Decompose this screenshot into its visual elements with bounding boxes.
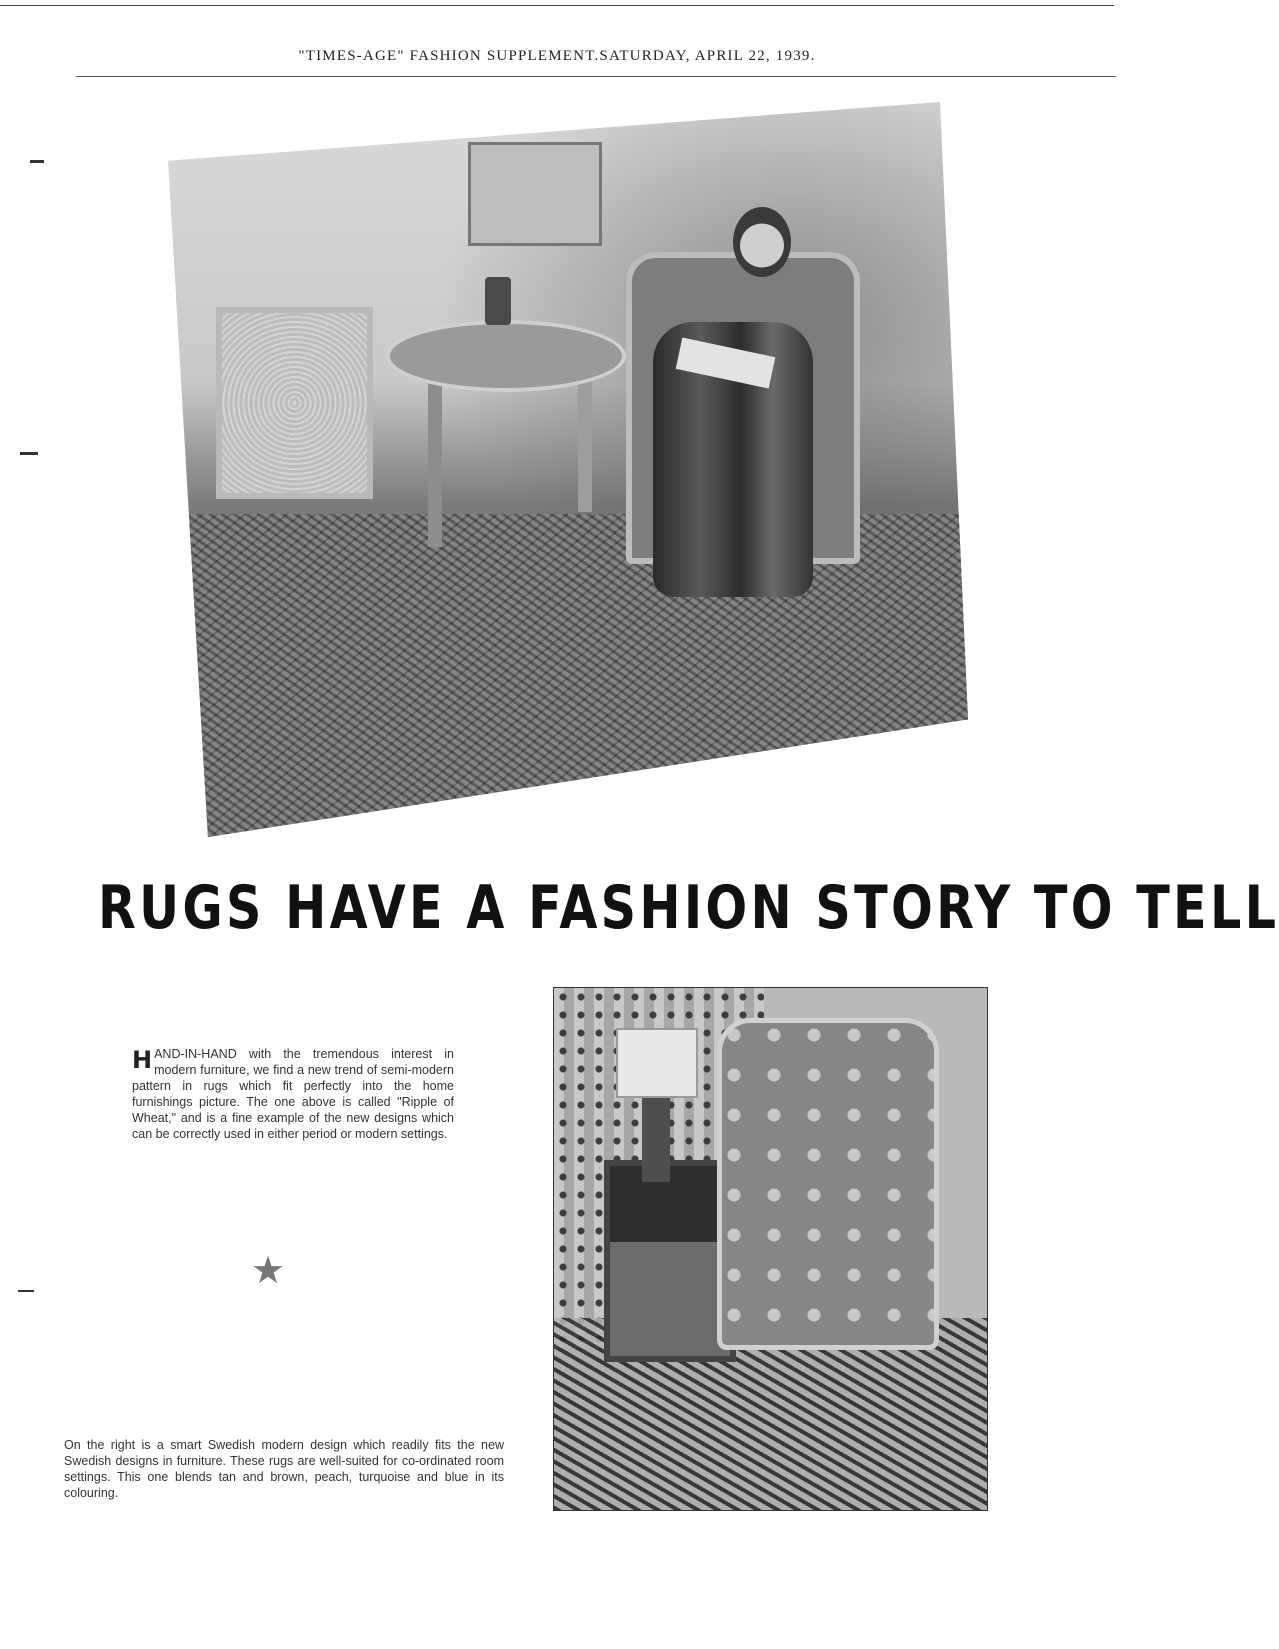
table-leg [428,372,442,547]
round-table [386,320,626,392]
table-leg [578,372,592,512]
framed-picture [468,142,602,246]
lamp-base [642,1094,670,1182]
intro-text: AND-IN-HAND with the tremendous interest in modern furniture, we find a new trend of semi-modern pattern in rugs which fit perfectly into the home furnishings picture. The one above is called "Ripple of Wheat," and is a fine example of the new designs which can be correctly used in either period or modern settings. [132,1047,454,1141]
star-icon: ★ [250,1250,286,1292]
margin-mark [20,452,38,455]
headline: RUGS HAVE A FASHION STORY TO TELL [98,873,1279,943]
margin-mark [30,160,44,163]
running-head: "TIMES-AGE" FASHION SUPPLEMENT.SATURDAY, APRIL 22, 1939. [298,48,816,64]
header-rule [76,76,1116,77]
drop-cap: H [132,1046,153,1074]
margin-mark [18,1290,34,1292]
intro-paragraph [132,1046,454,1142]
photo-wing-chair-swedish-rug [553,987,988,1511]
flower-vase [485,277,511,325]
photo-woman-reading-in-armchair [168,102,968,837]
lamp-shade [616,1028,698,1098]
caption-paragraph: On the right is a smart Swedish modern design which readily fits the new Swedish designs in furniture. These rugs are well-suited for co-ordinated room settings. This one blends tan and brown, peach, turquoise and blue in its colouring. [64,1438,504,1500]
woman-head [733,207,791,277]
side-chair [216,307,373,499]
wing-chair [717,1018,939,1350]
top-border-rule [0,5,1114,6]
